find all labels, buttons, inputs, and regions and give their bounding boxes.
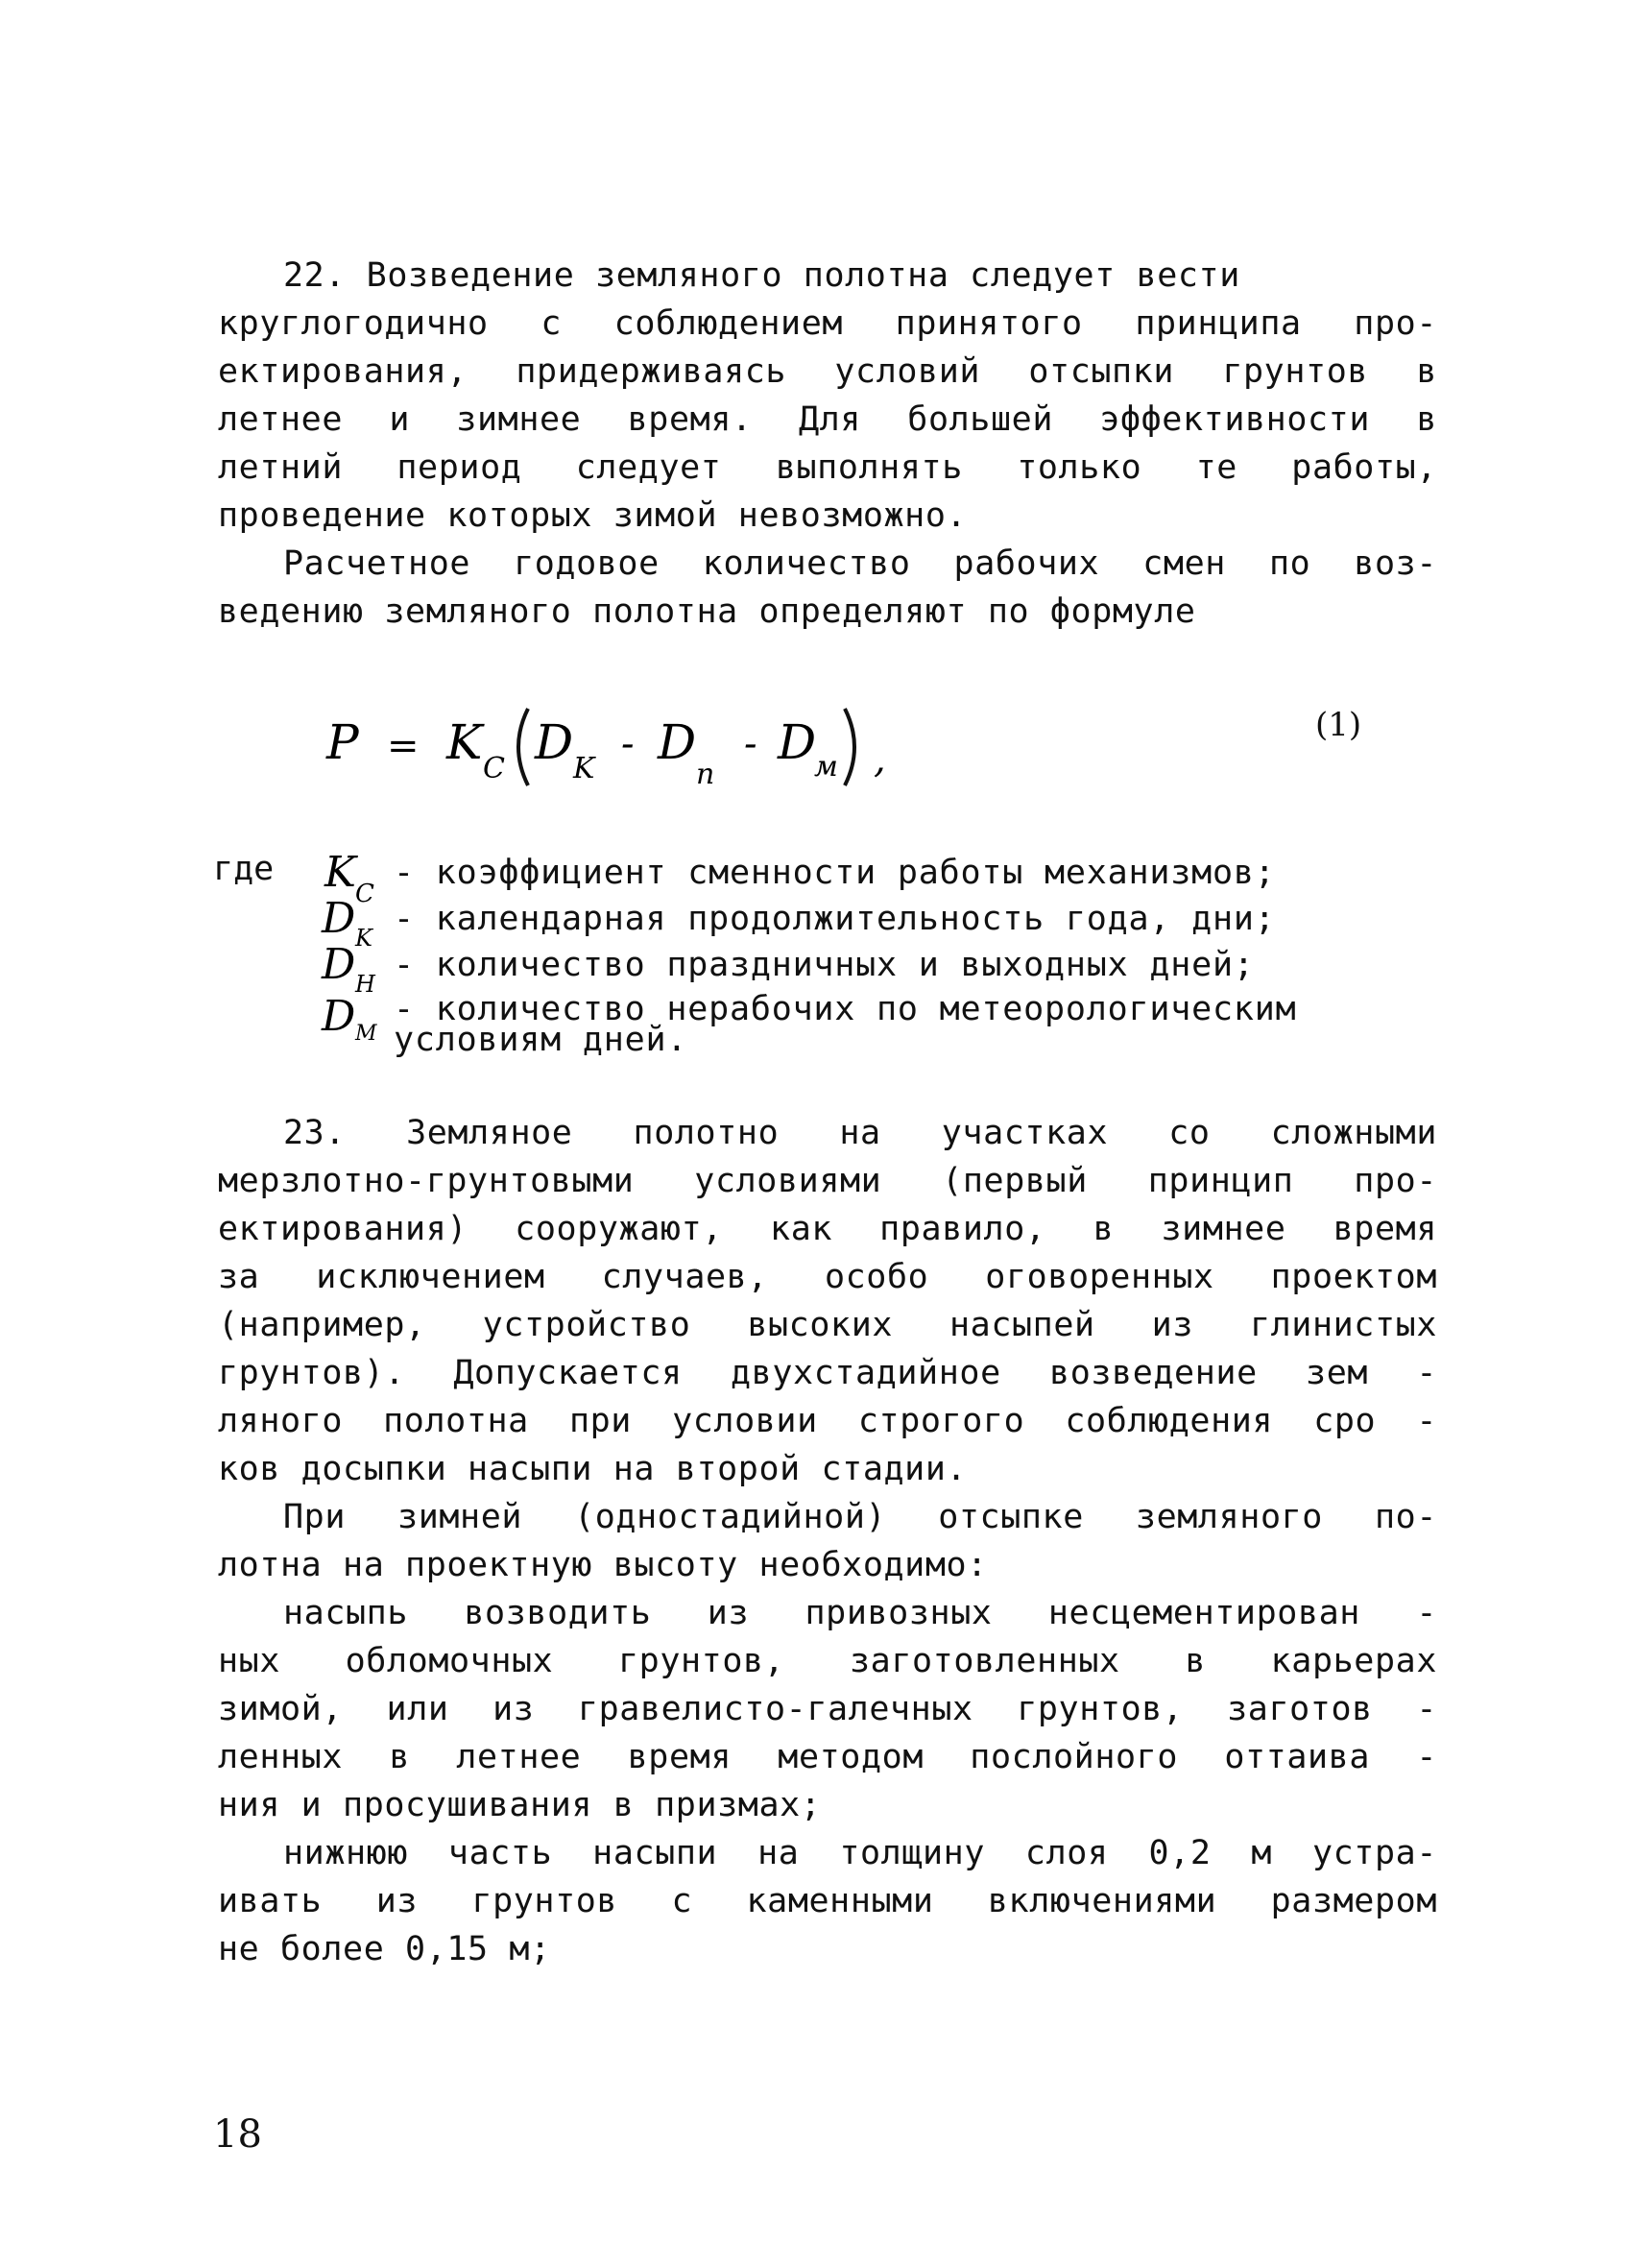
paragraph-23-end <box>218 1445 1437 1493</box>
text-line: летнее и зимнее время. Для большей эффективности в <box>218 400 1437 439</box>
page-number: 18 <box>213 2112 262 2157</box>
svg-text:D: D <box>322 994 356 1041</box>
formula-term3: D <box>778 714 817 770</box>
svg-text:C: C <box>355 880 374 907</box>
text-line: насыпь возводить из привозных несцементирован - <box>283 1594 1437 1632</box>
text-line: ведению земляного полотна определяют по формуле <box>218 592 1196 631</box>
svg-text:D: D <box>322 942 356 989</box>
paragraph-lower <box>218 1829 1437 1877</box>
text-line: проведение которых зимой невозможно. <box>218 496 968 535</box>
where-label: где <box>213 850 275 888</box>
formula-term2: D <box>658 714 697 770</box>
svg-text:K: K <box>355 925 372 952</box>
text-line: При зимней (одностадийной) отсыпке земляного по- <box>283 1498 1437 1536</box>
text-line: летний период следует выполнять только те работы, <box>218 448 1437 487</box>
svg-text:H: H <box>355 971 375 998</box>
formula-equals: = <box>387 724 420 768</box>
text-line: Расчетное годовое количество рабочих смен по воз- <box>283 544 1437 583</box>
text-line: грунтов). Допускается двухстадийное возведение зем - <box>218 1354 1437 1392</box>
text-line: ектирования) сооружают, как правило, в зимнее время <box>218 1210 1437 1248</box>
formula-term3-sub: м <box>814 750 838 784</box>
open-paren <box>518 709 528 785</box>
text-line: 23. Земляное полотно на участках со сложными <box>283 1114 1437 1152</box>
formula-graphic <box>312 689 984 795</box>
text-line: ивать из грунтов с каменными включениями размером <box>218 1882 1437 1920</box>
formula-term2-sub: п <box>696 758 715 791</box>
paragraph-fill-end <box>218 1781 1437 1829</box>
formula-lhs: P <box>326 714 359 770</box>
paragraph-lower-end <box>218 1925 1437 1973</box>
paragraph-23 <box>218 1109 1437 1157</box>
text-line: ляного полотна при условии строгого соблюдения сро - <box>218 1402 1437 1440</box>
text-line: ектирования, придерживаясь условий отсыпки грунтов в <box>218 352 1437 391</box>
definition-text: - количество нерабочих по метеорологическим условиям дней. <box>394 990 1297 1059</box>
definition-dm <box>317 990 1459 1071</box>
formula-number: (1) <box>1315 706 1362 744</box>
definition-text: - коэффициент сменности работы механизмов; <box>394 854 1276 892</box>
svg-text:K: K <box>324 850 356 897</box>
paragraph-winter <box>218 1493 1437 1541</box>
formula-minus-1: - <box>621 722 635 766</box>
paragraph-calc <box>218 540 1437 588</box>
definition-dh <box>317 942 1459 998</box>
definition-text: - количество праздничных и выходных дней; <box>394 946 1255 984</box>
formula-comma: , <box>874 737 886 782</box>
formula-1 <box>312 689 984 795</box>
text-line: лотна на проектную высоту необходимо: <box>218 1546 988 1584</box>
paragraph-calc-end <box>218 588 1437 636</box>
text-line: не более 0,15 м; <box>218 1930 551 1968</box>
paragraph-fill <box>218 1589 1437 1637</box>
paragraph-winter-end <box>218 1541 1437 1589</box>
formula-term1: D <box>535 714 574 770</box>
paragraph-23-body <box>218 1157 1437 1445</box>
svg-text:D: D <box>322 896 356 943</box>
paragraph-22-body <box>218 300 1437 492</box>
paragraph-22 <box>218 252 1437 300</box>
text-line: (например, устройство высоких насыпей из глинистых <box>218 1306 1437 1344</box>
definition-text: - календарная продолжительность года, дни; <box>394 900 1276 938</box>
definition-dk <box>317 896 1459 952</box>
text-line: зимой, или из гравелисто-галечных грунтов, заготов - <box>218 1690 1437 1728</box>
text-line: ков досыпки насыпи на второй стадии. <box>218 1450 968 1488</box>
text-line: круглогодично с соблюдением принятого принципа про- <box>218 304 1437 343</box>
text-line: 22. Возведение земляного полотна следует вести <box>283 256 1240 295</box>
formula-coef: K <box>446 714 483 770</box>
formula-minus-2: - <box>744 722 757 766</box>
definition-kc <box>317 850 1459 907</box>
formula-term1-sub: K <box>573 752 595 785</box>
paragraph-22-end <box>218 492 1437 540</box>
formula-coef-sub: C <box>483 752 505 785</box>
paragraph-lower-body <box>218 1877 1437 1925</box>
svg-text:M: M <box>355 1022 377 1046</box>
paragraph-fill-body <box>218 1637 1437 1781</box>
text-line: за исключением случаев, особо оговоренных проектом <box>218 1258 1437 1296</box>
text-line: мерзлотно-грунтовыми условиями (первый принцип про- <box>218 1162 1437 1200</box>
close-paren <box>845 709 854 785</box>
text-line: ных обломочных грунтов, заготовленных в карьерах <box>218 1642 1437 1680</box>
text-line: ленных в летнее время методом послойного оттаива - <box>218 1738 1437 1776</box>
text-line: ния и просушивания в призмах; <box>218 1786 822 1824</box>
text-line: нижнюю часть насыпи на толщину слоя 0,2 м устра- <box>283 1834 1437 1872</box>
